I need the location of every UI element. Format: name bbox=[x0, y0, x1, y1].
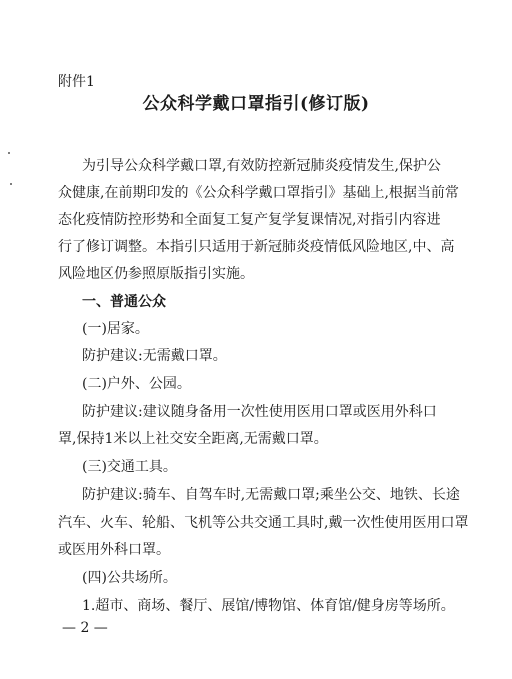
list-item: 1.超市、商场、餐厅、展馆/博物馆、体育馆/健身房等场所。 bbox=[82, 598, 455, 614]
document-title: 公众科学戴口罩指引(修订版) bbox=[142, 94, 370, 114]
advice-line: 汽车、火车、轮船、飞机等公共交通工具时,戴一次性使用医用口罩 bbox=[58, 515, 469, 531]
advice-line: 罩,保持1米以上社交安全距离,无需戴口罩。 bbox=[58, 431, 328, 447]
subsection-heading: (二)户外、公园。 bbox=[82, 376, 191, 392]
advice-line: 或医用外科口罩。 bbox=[58, 542, 170, 558]
intro-line: 众健康,在前期印发的《公众科学戴口罩指引》基础上,根据当前常 bbox=[58, 185, 459, 201]
section-heading: 一、普通公众 bbox=[82, 294, 166, 310]
advice-line: 防护建议:建议随身备用一次性使用医用口罩或医用外科口 bbox=[82, 404, 437, 420]
intro-line: 态化疫情防控形势和全面复工复产复学复课情况,对指引内容进 bbox=[58, 212, 441, 228]
advice-line: 防护建议:无需戴口罩。 bbox=[82, 348, 227, 364]
intro-line: 行了修订调整。本指引只适用于新冠肺炎疫情低风险地区,中、高 bbox=[58, 239, 455, 255]
page-number: — 2 — bbox=[62, 620, 108, 636]
intro-line: 为引导公众科学戴口罩,有效防控新冠肺炎疫情发生,保护公 bbox=[82, 158, 441, 174]
scan-speck bbox=[10, 183, 12, 185]
scan-speck bbox=[8, 152, 10, 154]
subsection-heading: (三)交通工具。 bbox=[82, 459, 177, 475]
intro-line: 风险地区仍参照原版指引实施。 bbox=[58, 266, 254, 282]
subsection-heading: (一)居家。 bbox=[82, 321, 149, 337]
advice-line: 防护建议:骑车、自驾车时,无需戴口罩;乘坐公交、地铁、长途 bbox=[82, 487, 460, 503]
subsection-heading: (四)公共场所。 bbox=[82, 570, 177, 586]
attachment-label: 附件1 bbox=[58, 74, 95, 90]
